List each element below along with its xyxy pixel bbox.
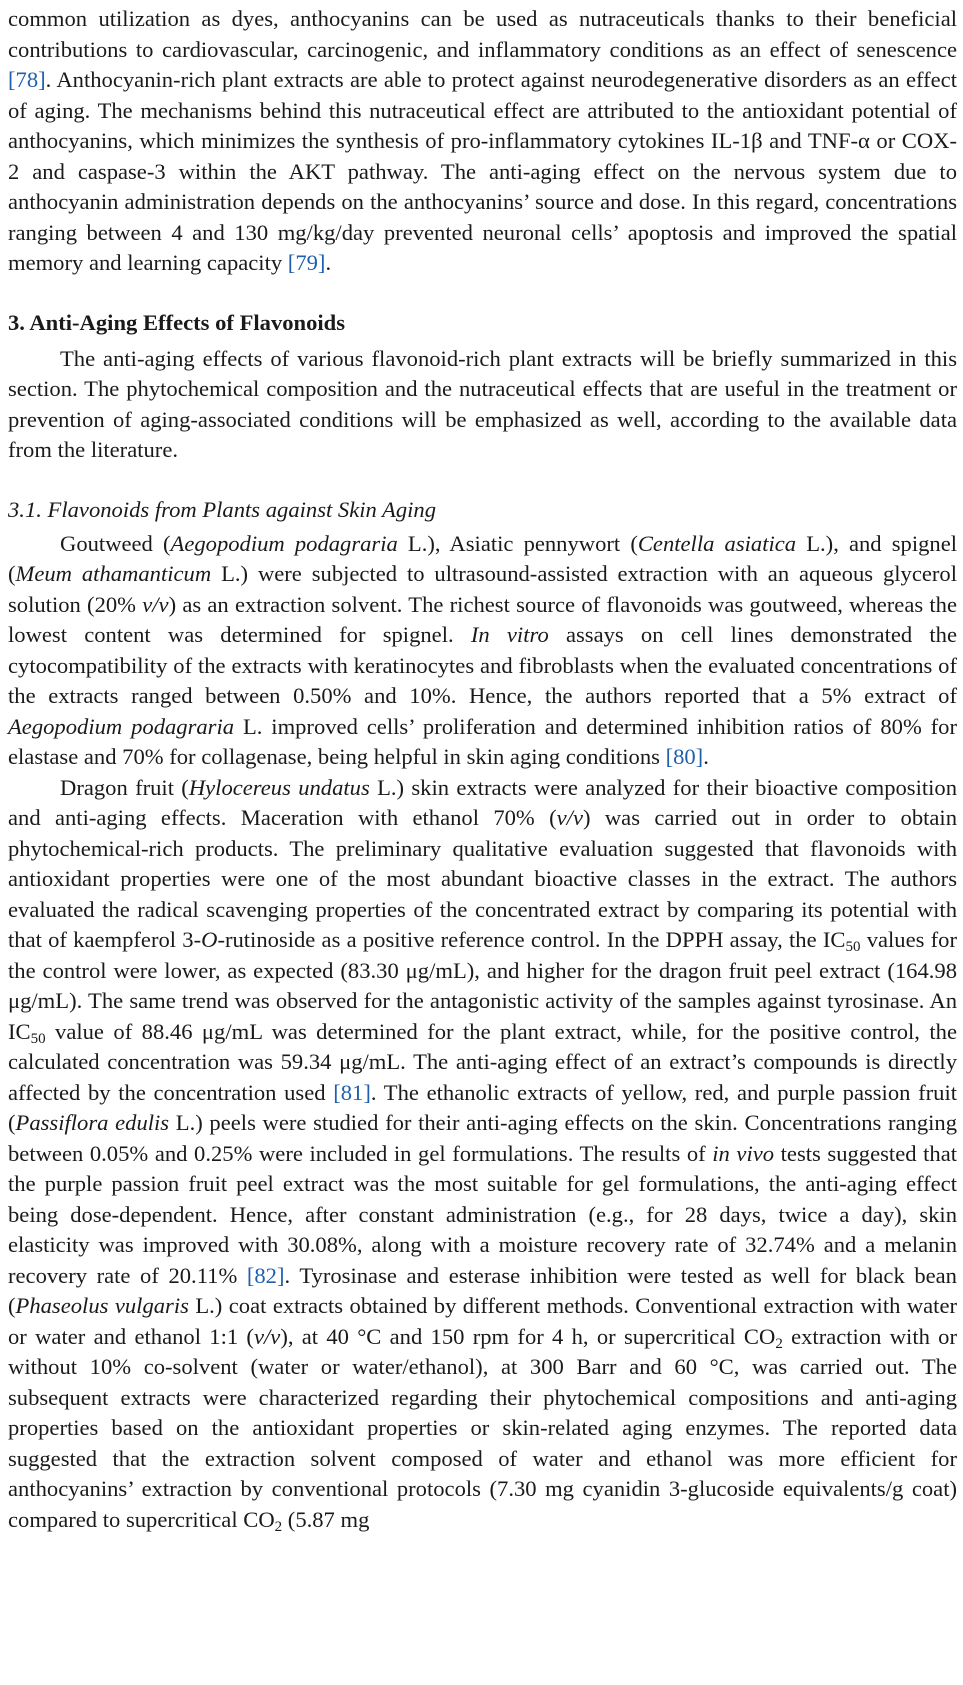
text-run: ) was carried out in order to obtain phytochemical-rich products. The preliminary qualitative evaluation suggested that flavonoids with antioxidant properties were one of the most abundant bioactive classes in the extract. The authors evaluated the radical scavenging properties of the concentrated extract by comparing its potential with that of kaempferol 3- xyxy=(8,805,957,952)
text-run: . xyxy=(703,744,709,769)
text-run: L.) coat extracts obtained by different methods. Conventional extraction with water or water and ethanol 1:1 ( xyxy=(8,1293,958,1349)
text-run: Dragon fruit ( xyxy=(60,774,189,800)
text-run: value of 88.46 μg/mL was determined for the plant extract, while, for the positive control, the calculated concentration was 59.34 μg/mL. The anti-aging effect of an extract’s compounds is directly affected by the concentration used xyxy=(8,1018,957,1105)
text-run: . Anthocyanin-rich plant extracts are able to protect against neurodegenerative disorders as an effect of aging. The mechanisms behind this nutraceutical effect are attributed to the antioxidant potential of anthocyanins, which minimizes the synthesis of pro-inflammatory cytokines IL-1β and TNF-α or COX-2 and caspase-3 within the AKT pathway. The anti-aging effect on the nervous system due to anthocyanin administration depends on the anthocyanins’ source and dose. In this regard, concentrations ranging between 4 and 130 mg/kg/day prevented neuronal cells’ apoptosis and improved the spatial memory and learning capacity xyxy=(8,67,957,275)
unit-italic: v/v xyxy=(556,805,583,830)
term-italic: In vitro xyxy=(470,622,549,647)
text-run: values for the control were lower, as expected (83.30 μg/mL), and higher for the dragon fruit peel extract (164.98 μg/mL). The same trend was observed for the antagonistic activity of the samples against tyrosinase. An IC xyxy=(8,927,958,1044)
text-run: extraction with or without 10% co-solvent (water or water/ethanol), at 300 Barr and 60 °C, was carried out. The subsequent extracts were characterized regarding their phytochemical compositions and anti-aging properties based on the antioxidant properties or skin-related aging enzymes. The reported data suggested that the extraction solvent composed of water and ethanol was more efficient for anthocyanins’ extraction by conventional protocols (7.30 mg cyanidin 3-glucoside equivalents/g coat) compared to supercritical CO xyxy=(8,1323,957,1532)
chem-italic: O xyxy=(201,927,218,952)
goutweed-paragraph xyxy=(8,529,957,773)
text-run: -rutinoside as a positive reference control. In the DPPH assay, the IC xyxy=(217,927,846,952)
text-run: . Tyrosinase and esterase inhibition were tested as well for black bean ( xyxy=(8,1262,957,1318)
species-name: Hylocereus undatus xyxy=(188,774,370,800)
text-run: L.), and spignel ( xyxy=(8,530,957,586)
species-name: Meum athamanticum xyxy=(15,561,212,586)
species-name: Aegopodium podagraria xyxy=(170,530,398,556)
text-run: tests suggested that the purple passion fruit peel extract was the most suitable for gel formulations, the anti-aging effect being dose-dependent. Hence, after constant administration (e.g., for 28 days, twice a day), skin elasticity was improved with 30.08%, along with a moisture recovery rate of 32.74% and a melanin recovery rate of 20.11% xyxy=(8,1140,957,1288)
text-run: L.), Asiatic pennywort ( xyxy=(397,530,638,556)
text-run: assays on cell lines demonstrated the cytocompatibility of the extracts with keratinocytes and fibroblasts when the evaluated concentrations of the extracts ranged between 0.50% and 10%. Hence, the authors reported that a 5% extract of xyxy=(8,622,958,708)
intro-paragraph xyxy=(8,4,957,279)
subscript: 50 xyxy=(30,1030,46,1047)
text-run: . The ethanolic extracts of yellow, red, and purple passion fruit ( xyxy=(8,1079,957,1135)
text-run: ), at 40 °C and 150 rpm for 4 h, or supercritical CO xyxy=(280,1323,776,1349)
species-name: Passiflora edulis xyxy=(15,1110,170,1135)
section-3-paragraph: The anti-aging effects of various flavonoid-rich plant extracts will be briefly summarized in this section. The phytochemical composition and the nutraceutical effects that are useful in the treatment or prevention of aging-associated conditions will be emphasized as well, according to the available data from the literature. xyxy=(8,345,957,462)
species-name: Phaseolus vulgaris xyxy=(15,1293,189,1318)
dragon-fruit-paragraph xyxy=(8,773,957,1536)
text-run: Goutweed ( xyxy=(60,530,171,556)
citation-link-80[interactable]: [80] xyxy=(665,744,704,769)
unit-italic: v/v xyxy=(253,1323,281,1349)
subscript: 2 xyxy=(274,1518,283,1535)
citation-link-81[interactable]: [81] xyxy=(333,1079,371,1105)
term-italic: in vivo xyxy=(712,1140,775,1166)
text-run: . xyxy=(325,250,332,275)
species-name: Aegopodium podagraria xyxy=(8,713,235,739)
citation-link-82[interactable]: [82] xyxy=(246,1262,285,1288)
section-3-1-heading: 3.1. Flavonoids from Plants against Skin Aging xyxy=(8,496,437,522)
species-name: Centella asiatica xyxy=(637,530,797,556)
section-3-heading: 3. Anti-Aging Effects of Flavonoids xyxy=(8,309,346,335)
text-run: (5.87 mg xyxy=(282,1506,370,1532)
text-run: L. improved cells’ proliferation and determined inhibition ratios of 80% for elastase and 70% for collagenase, being helpful in skin aging conditions xyxy=(8,713,957,769)
text-run: L.) peels were studied for their anti-aging effects on the skin. Concentrations ranging between 0.05% and 0.25% were included in gel formulations. The results of xyxy=(8,1110,957,1166)
text-run: common utilization as dyes, anthocyanins can be used as nutraceuticals thanks to their beneficial contributions to cardiovascular, carcinogenic, and inflammatory conditions as an effect of senescence xyxy=(8,6,957,62)
unit-italic: v/v xyxy=(142,591,169,617)
subscript: 50 xyxy=(845,939,861,955)
citation-link-78[interactable]: [78] xyxy=(8,67,46,92)
text-run: L.) were subjected to ultrasound-assisted extraction with an aqueous glycerol solution (20% xyxy=(8,561,957,617)
text-run: L.) skin extracts were analyzed for their bioactive composition and anti-aging effects. Maceration with ethanol 70% ( xyxy=(8,774,958,830)
subscript: 2 xyxy=(775,1335,783,1352)
citation-link-79[interactable]: [79] xyxy=(287,250,326,275)
text-run: ) as an extraction solvent. The richest source of flavonoids was goutweed, whereas the lowest content was determined for spignel. xyxy=(8,591,957,647)
